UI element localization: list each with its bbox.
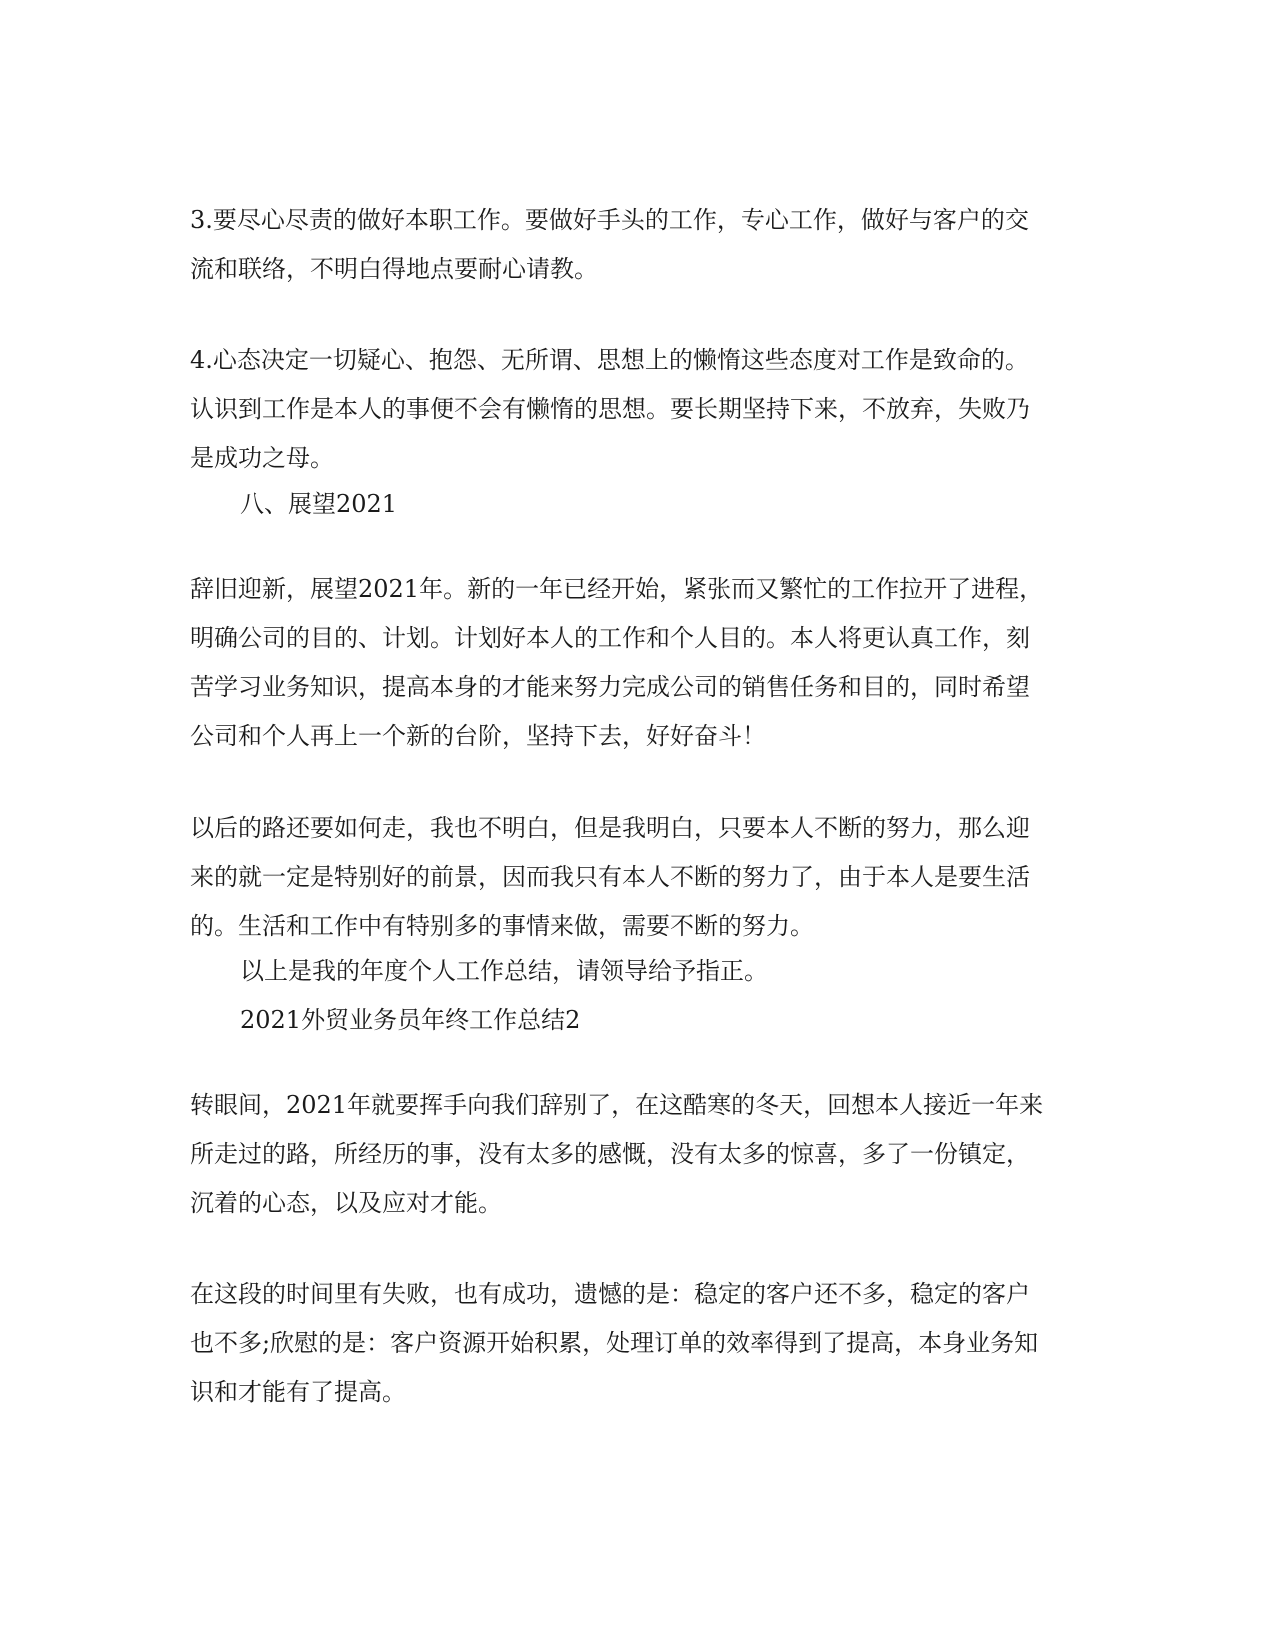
text-line: 所走过的路，所经历的事，没有太多的感慨，没有太多的惊喜，多了一份镇定， — [190, 1140, 1030, 1168]
text-line: 3.要尽心尽责的做好本职工作。要做好手头的工作，专心工作，做好与客户的交 — [190, 206, 1029, 234]
text-line: 识和才能有了提高。 — [190, 1378, 406, 1406]
text-line: 辞旧迎新，展望2021年。新的一年已经开始，紧张而又繁忙的工作拉开了进程， — [190, 575, 1044, 603]
paragraph-outlook — [190, 565, 1090, 761]
closing-line — [240, 947, 1140, 996]
text-line: 以上是我的年度个人工作总结，请领导给予指正。 — [240, 957, 768, 985]
text-line: 沉着的心态，以及应对才能。 — [190, 1189, 502, 1217]
heading-text: 八、展望2021 — [240, 490, 398, 518]
text-line: 4.心态决定一切疑心、抱怨、无所谓、思想上的懒惰这些态度对工作是致命的。 — [190, 346, 1029, 374]
section-heading-outlook — [240, 480, 1140, 529]
paragraph-year-review — [190, 1081, 1090, 1228]
text-line: 来的就一定是特别好的前景，因而我只有本人不断的努力了，由于本人是要生活 — [190, 863, 1030, 891]
paragraph-future-path — [190, 804, 1090, 951]
text-line: 是成功之母。 — [190, 444, 334, 472]
text-line: 认识到工作是本人的事便不会有懒惰的思想。要长期坚持下来，不放弃，失败乃 — [190, 395, 1030, 423]
text-line: 在这段的时间里有失败，也有成功，遗憾的是：稳定的客户还不多，稳定的客户 — [190, 1280, 1030, 1308]
document-subtitle — [240, 996, 1140, 1045]
text-line: 的。生活和工作中有特别多的事情来做，需要不断的努力。 — [190, 912, 814, 940]
text-line: 以后的路还要如何走，我也不明白，但是我明白，只要本人不断的努力，那么迎 — [190, 814, 1030, 842]
text-line: 转眼间，2021年就要挥手向我们辞别了，在这酷寒的冬天，回想本人接近一年来 — [190, 1091, 1044, 1119]
paragraph-success-failure — [190, 1270, 1090, 1417]
heading-text: 2021外贸业务员年终工作总结2 — [240, 1006, 581, 1034]
text-line: 也不多;欣慰的是：客户资源开始积累，处理订单的效率得到了提高，本身业务知 — [190, 1329, 1039, 1357]
text-line: 公司和个人再上一个新的台阶，坚持下去，好好奋斗！ — [190, 722, 766, 750]
text-line: 苦学习业务知识，提高本身的才能来努力完成公司的销售任务和目的，同时希望 — [190, 673, 1030, 701]
text-line: 明确公司的目的、计划。计划好本人的工作和个人目的。本人将更认真工作，刻 — [190, 624, 1030, 652]
text-line: 流和联络，不明白得地点要耐心请教。 — [190, 255, 598, 283]
paragraph-3-duty — [190, 196, 1090, 294]
paragraph-4-attitude — [190, 336, 1090, 483]
